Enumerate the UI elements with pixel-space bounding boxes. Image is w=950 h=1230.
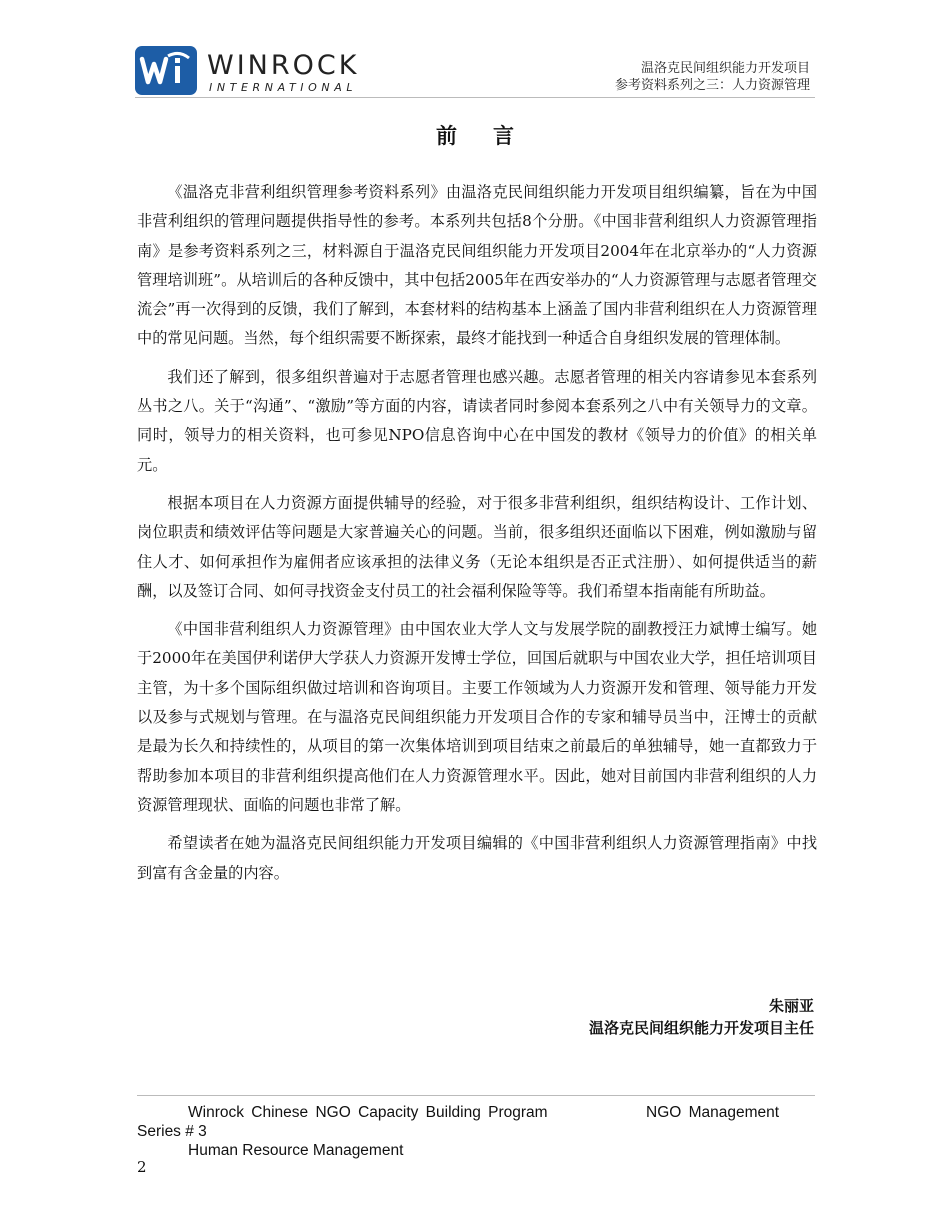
footer-topic: Human Resource Management: [188, 1142, 404, 1159]
footer-series-number: Series # 3: [137, 1123, 207, 1140]
winrock-wi-logo-icon: [135, 46, 197, 95]
winrock-logo: [135, 46, 375, 96]
header-divider: [135, 97, 815, 98]
footer-divider: [137, 1095, 815, 1096]
signature-name: 朱丽亚: [768, 997, 814, 1015]
paragraph-2: 我们还了解到，很多组织普遍对于志愿者管理也感兴趣。志愿者管理的相关内容请参见本套系列丛书之八。关于“沟通”、“激励”等方面的内容，请读者同时参阅本套系列之八中有关领导力的文章。同时，领导力的相关资料，也可参见NPO信息咨询中心在中国发的教材《领导力的价值》的相关单元。: [137, 367, 817, 474]
paragraph-5: 希望读者在她为温洛克民间组织能力开发项目编辑的《中国非营利组织人力资源管理指南》中找到富有含金量的内容。: [137, 834, 817, 882]
paragraph-4: 《中国非营利组织人力资源管理》由中国农业大学人文与发展学院的副教授汪力斌博士编写。她于2000年在美国伊利诺伊大学获人力资源开发博士学位，回国后就职与中国农业大学，担任培训项目主管，为十多个国际组织做过培训和咨询项目。主要工作领域为人力资源开发和管理、领导能力开发以及参与式规划与管理。在与温洛克民间组织能力开发项目合作的专家和辅导员当中，汪博士的贡献是最为长久和持续性的，从项目的第一次集体培训到项目结束之前最后的单独辅导，她一直都致力于帮助参加本项目的非营利组织提高他们在人力资源管理水平。因此，她对目前国内非营利组织的人力资源管理现状、面临的问题也非常了解。: [137, 620, 817, 814]
footer-program: Winrock Chinese NGO Capacity Building Program: [188, 1104, 548, 1121]
logo-subtitle: INTERNATIONAL: [209, 81, 358, 94]
page-title: 前言: [436, 123, 550, 148]
paragraph-3: 根据本项目在人力资源方面提供辅导的经验，对于很多非营利组织，组织结构设计、工作计划、岗位职责和绩效评估等问题是大家普遍关心的问题。当前，很多组织还面临以下困难，例如激励与留住人才、如何承担作为雇佣者应该承担的法律义务（无论本组织是否正式注册）、如何提供适当的薪酬，以及签订合同、如何寻找资金支付员工的社会福利保险等等。我们希望本指南能有所助益。: [137, 493, 817, 600]
footer-series-label: NGO Management: [646, 1104, 780, 1121]
header-line-1: 温洛克民间组织能力开发项目: [640, 61, 810, 76]
running-header: [615, 60, 810, 94]
logo-wordmark: WINROCK: [207, 50, 360, 81]
paragraph-1: 《温洛克非营利组织管理参考资料系列》由温洛克民间组织能力开发项目组织编纂，旨在为中国非营利组织的管理问题提供指导性的参考。本系列共包括8个分册。《中国非营利组织人力资源管理指南》是参考资料系列之三，材料源自于温洛克民间组织能力开发项目2004年在北京举办的“人力资源管理培训班”。从培训后的各种反馈中，其中包括2005年在西安举办的“人力资源管理与志愿者管理交流会”再一次得到的反馈，我们了解到，本套材料的结构基本上涵盖了国内非营利组织在人力资源管理中的常见问题。当然，每个组织需要不断探索，最终才能找到一种适合自身组织发展的管理体制。: [137, 183, 817, 348]
header-line-2: 参考资料系列之三：人力资源管理: [614, 78, 810, 93]
preface-body: [137, 178, 817, 897]
page-number: 2: [137, 1158, 147, 1176]
page-footer: [137, 1103, 817, 1160]
signature-role: 温洛克民间组织能力开发项目主任: [588, 1019, 814, 1037]
signature-block: [589, 995, 814, 1039]
